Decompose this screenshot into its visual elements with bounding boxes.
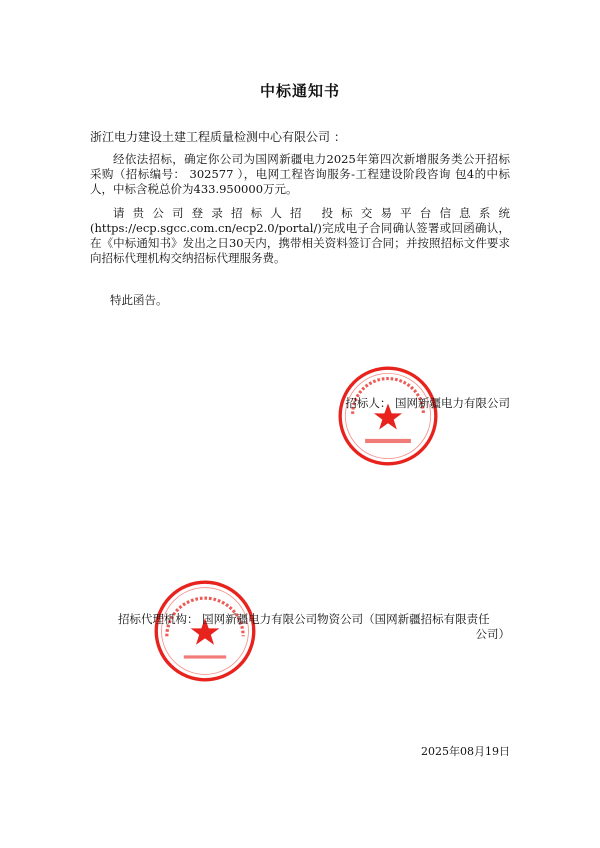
recipient-line: 浙江电力建设土建工程质量检测中心有限公司 ： [90, 130, 346, 144]
tenderer-signature-line: 招标人： 国网新疆电力有限公司 [345, 396, 510, 410]
agent-signature-block [118, 612, 510, 642]
issue-date: 2025年08月19日 [421, 745, 510, 758]
body-paragraph-instructions: 请贵公司登录招标人招 投标交易平台信息系统(https://ecp.sgcc.com.cn/ecp2.0/portal/)完成电子合同确认签署或回函确认，在《中标通知书》发出之日30天内，携带相关资料签订合同；并按照招标文件要求向招标代理机构交纳招标代理服务费。 [90, 206, 510, 265]
agent-signature-line-continued: 公司） [475, 627, 510, 641]
body-paragraph-award: 经依法招标，确定你公司为国网新疆电力2025年第四次新增服务类公开招标采购（招标编号： 302577 ），电网工程咨询服务-工程建设阶段咨询 包4的中标人，中标含税总价为433.950000万元。 [90, 152, 510, 196]
closing-line: 特此函告。 [110, 293, 168, 307]
document-title: 中标通知书 [259, 82, 340, 100]
agent-signature-line: 招标代理机构： 国网新疆电力有限公司物资公司（国网新疆招标有限责任 [118, 612, 490, 626]
tenderer-official-seal-icon [336, 364, 440, 468]
